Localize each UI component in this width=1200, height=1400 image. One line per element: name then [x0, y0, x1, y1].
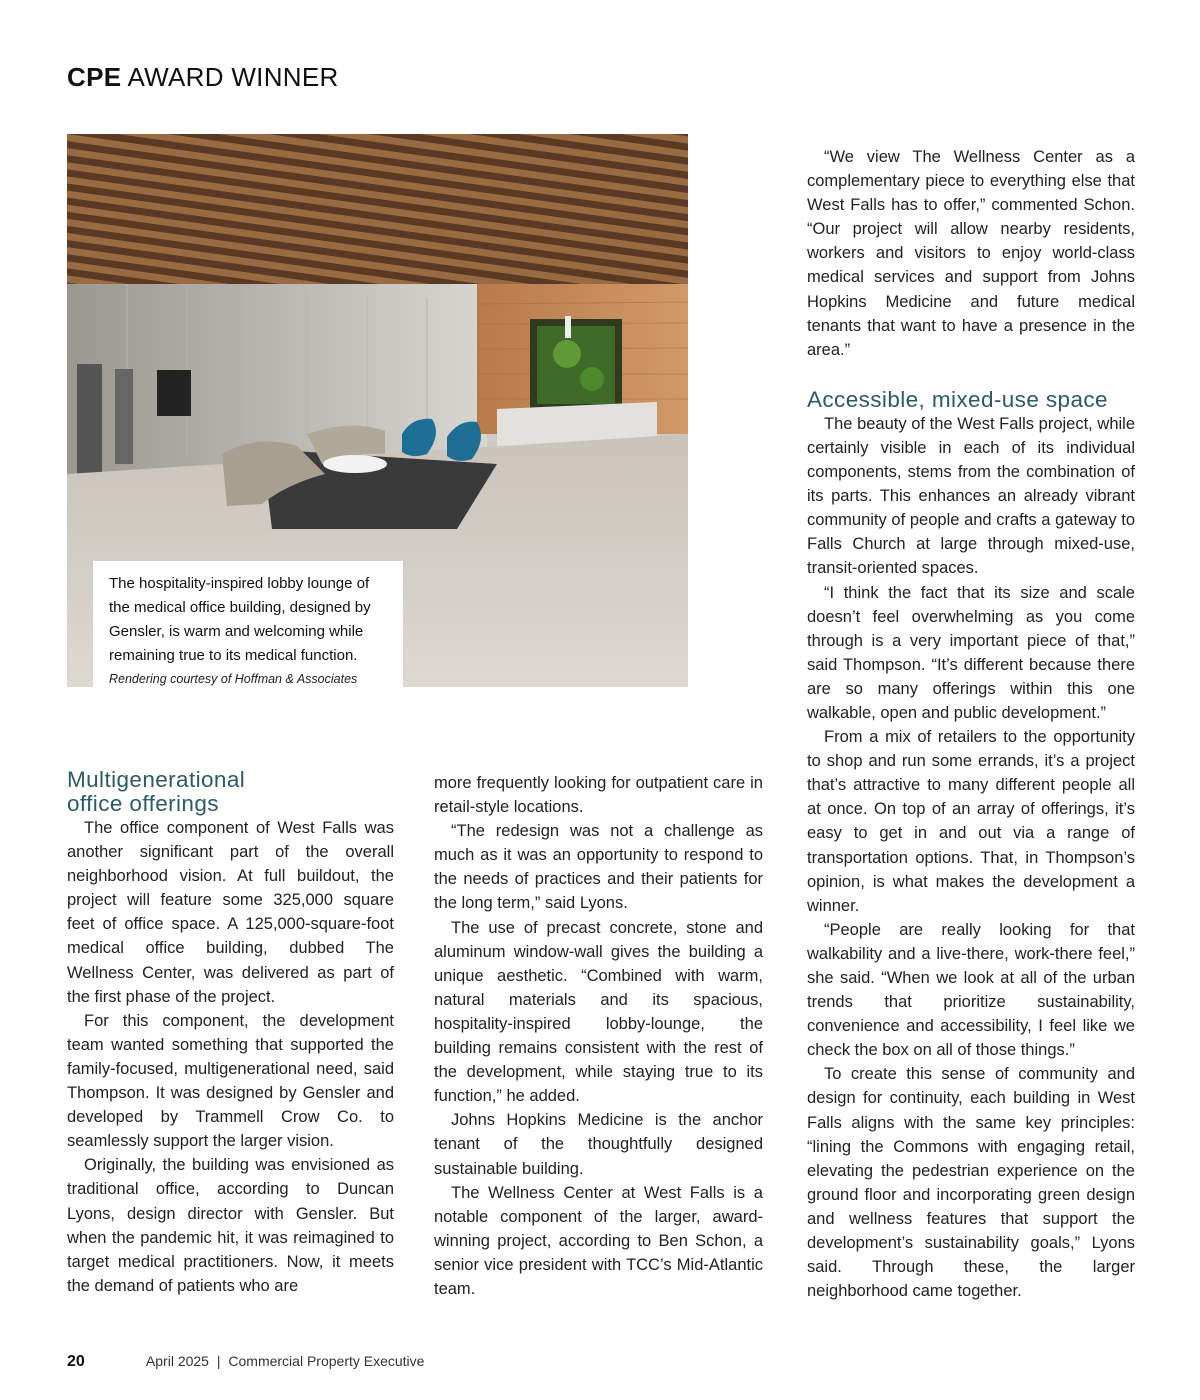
paragraph: The use of precast concrete, stone and aluminum window-wall gives the building a unique aesthetic. “Combined with warm, natural materials and its spacious, hospitality-inspired lobby-lounge, the building remains consistent with the rest of the development, while staying true to its function,” he added.: [434, 918, 763, 1106]
footer-separator: |: [216, 1353, 221, 1369]
paragraph: To create this sense of community and design for continuity, each building in West Falls aligns with the same key principles: “lining the Commons with engaging retail, elevating the pedestrian experience on the ground floor and incorporating green design and wellness features that support the development’s sustainability goals,” Lyons said. Through these, the larger neighborhood came together.: [807, 1065, 1135, 1301]
section-heading-office: [67, 768, 394, 816]
paragraph: Originally, the building was envisioned as traditional office, according to Duncan Lyons, design director with Gensler. But when the pandemic hit, it was reimagined to target medical practitioners. Now, it meets the demand of patients who are: [67, 1156, 394, 1295]
paragraph: “People are really looking for that walkability and a live-there, work-there feel,” she said. “When we look at all of the urban trends that prioritize sustainability, convenience and accessibility, I feel like we check the box on all of those things.”: [807, 920, 1135, 1060]
article-column-1: [67, 768, 394, 1298]
paragraph: “We view The Wellness Center as a complementary piece to everything else that West Falls has to offer,” commented Schon. “Our project will allow nearby residents, workers and visitors to enjoy world-class medical services and support from Johns Hopkins Medicine and future medical tenants that want to have a presence in the area.”: [807, 148, 1135, 359]
page-number: 20: [67, 1353, 85, 1370]
article-column-2: [434, 771, 763, 1301]
paragraph: The beauty of the West Falls project, while certainly visible in each of its individual components, stems from the combination of its parts. This enhances an already vibrant community of people and crafts a gateway to Falls Church at large through mixed-use, transit-oriented spaces.: [807, 414, 1135, 578]
header-title: AWARD WINNER: [127, 62, 339, 92]
header-brand: CPE: [67, 62, 122, 92]
heading-line-2: office offerings: [67, 791, 219, 816]
paragraph: The Wellness Center at West Falls is a notable component of the larger, award-winning project, according to Ben Schon, a senior vice president with TCC’s Mid-Atlantic team.: [434, 1183, 763, 1298]
paragraph-continuation: more frequently looking for outpatient care in retail-style locations.: [434, 774, 763, 817]
paragraph: “I think the fact that its size and scale doesn’t feel overwhelming as you come through is a very important piece of that,” said Thompson. “It’s different because there are so many offerings within this one walkable, open and public development.”: [807, 583, 1135, 722]
paragraph: Johns Hopkins Medicine is the anchor tenant of the thoughtfully designed sustainable building.: [434, 1111, 763, 1178]
paragraph: For this component, the development team wanted something that supported the family-focused, multigenerational need, said Thompson. It was designed by Gensler and developed by Trammell Crow Co. to seamlessly support the larger vision.: [67, 1011, 394, 1151]
issue-date: April 2025: [145, 1353, 209, 1369]
paragraph: “The redesign was not a challenge as much as it was an opportunity to respond to the needs of practices and their patients for the long term,” said Lyons.: [434, 822, 763, 913]
page-footer: [67, 1353, 424, 1371]
paragraph: The office component of West Falls was another significant part of the overall neighborhood vision. At full buildout, the project will feature some 325,000 square feet of office space. A 125,000-square-foot medical office building, dubbed The Wellness Center, was delivered as part of the first phase of the project.: [67, 819, 394, 1006]
section-heading-accessible: Accessible, mixed-use space: [807, 386, 1108, 412]
caption-text: The hospitality-inspired lobby lounge of the medical office building, designed by Gensler, is warm and welcoming while remaining true to its medical function.: [109, 575, 371, 664]
heading-line-1: Multigenerational: [67, 767, 246, 792]
article-column-3: [807, 145, 1135, 1303]
publication-name: Commercial Property Executive: [228, 1353, 425, 1369]
page-header: [67, 62, 339, 93]
photo-caption: [93, 561, 403, 687]
paragraph: From a mix of retailers to the opportunity to shop and run some errands, it’s a project that’s attractive to many different people all at once. On top of an array of offerings, it’s easy to get in and out via a range of transportation options. That, in Thompson’s opinion, is what makes the development a winner.: [807, 728, 1135, 915]
photo-credit: Rendering courtesy of Hoffman & Associates: [109, 672, 358, 686]
